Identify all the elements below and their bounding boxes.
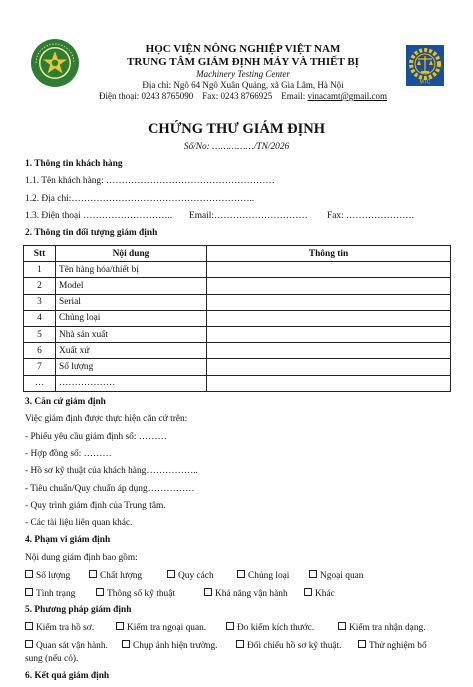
row-stt: 7 xyxy=(24,359,56,375)
row-info-cell[interactable] xyxy=(207,375,451,391)
table-row xyxy=(24,326,451,342)
scope-intro: Nội dung giám định bao gồm: xyxy=(25,553,138,563)
customer-email-field[interactable]: Email:………………………… xyxy=(189,211,308,221)
email-label: Email: xyxy=(281,91,306,101)
row-stt: 6 xyxy=(24,343,56,359)
academy-logo xyxy=(30,38,80,88)
method-option-label: Kiểm tra nhận dạng. xyxy=(349,623,426,633)
email-link[interactable]: vinacamt@gmail.com xyxy=(307,91,388,101)
basis-item[interactable]: - Phiếu yêu cầu giám định số: ……… xyxy=(25,432,167,442)
method-option-label: Kiểm tra ngoại quan. xyxy=(127,623,207,633)
col-header-content: Nội dung xyxy=(56,246,207,262)
section-3-heading: 3. Căn cứ giám định xyxy=(25,397,106,407)
method-option[interactable] xyxy=(116,622,206,633)
basis-item[interactable]: - Hợp đồng số: ……… xyxy=(25,449,112,459)
checkbox-icon[interactable] xyxy=(226,622,234,630)
checkbox-icon[interactable] xyxy=(89,570,97,578)
row-content: ……………… xyxy=(56,375,207,391)
checkbox-icon[interactable] xyxy=(25,640,33,648)
document-title: CHỨNG THƯ GIÁM ĐỊNH xyxy=(147,121,326,137)
customer-fax-field[interactable]: Fax: …………………. xyxy=(327,211,414,221)
scope-option-label: Ngoại quan xyxy=(320,571,364,581)
checkbox-icon[interactable] xyxy=(25,588,33,596)
row-info-cell[interactable] xyxy=(207,359,451,375)
scope-option-label: Tình trạng xyxy=(36,589,76,599)
row-content: Xuất xứ xyxy=(56,343,207,359)
method-option-label: Thử nghiệm bổ xyxy=(369,641,427,651)
row-stt: 2 xyxy=(24,278,56,294)
scope-option[interactable] xyxy=(204,588,288,599)
row-info-cell[interactable] xyxy=(207,262,451,278)
checkbox-icon[interactable] xyxy=(25,570,33,578)
center-name: TRUNG TÂM GIÁM ĐỊNH MÁY VÀ THIẾT BỊ xyxy=(127,56,359,68)
checkbox-icon[interactable] xyxy=(122,640,130,648)
method-option-label: Quan sát vận hành. xyxy=(36,641,108,651)
basis-intro: Việc giám định được thực hiện căn cứ trên: xyxy=(25,414,188,424)
row-content: Số lượng xyxy=(56,359,207,375)
method-option[interactable] xyxy=(25,640,108,651)
scope-option-label: Số lượng xyxy=(36,571,71,581)
row-info-cell[interactable] xyxy=(207,310,451,326)
scope-option-label: Khả năng vận hành xyxy=(215,589,288,599)
scope-option[interactable] xyxy=(96,588,175,599)
table-row xyxy=(24,375,451,391)
checkbox-icon[interactable] xyxy=(25,622,33,630)
object-info-table xyxy=(23,245,451,392)
scope-option[interactable] xyxy=(237,570,289,581)
basis-item: - Quy trình giám định của Trung tâm. xyxy=(25,501,166,511)
col-header-stt: Stt xyxy=(24,246,56,262)
method-option-continuation: sung (nếu có). xyxy=(25,654,79,664)
org-name: HỌC VIỆN NÔNG NGHIỆP VIỆT NAM xyxy=(145,43,341,55)
method-option[interactable] xyxy=(358,640,427,651)
method-option[interactable] xyxy=(236,640,342,651)
customer-name-field[interactable]: 1.1. Tên khách hàng: ……………………………………………… xyxy=(25,176,275,186)
scope-option[interactable] xyxy=(309,570,363,581)
method-option-label: Đối chiếu hồ sơ kỹ thuật. xyxy=(247,641,342,651)
scope-option-label: Khác xyxy=(315,589,335,599)
checkbox-icon[interactable] xyxy=(338,622,346,630)
checkbox-icon[interactable] xyxy=(167,570,175,578)
basis-item[interactable]: - Hồ sơ kỹ thuật của khách hàng…………….. xyxy=(25,466,198,476)
phone: Điện thoại: 0243 8765090 xyxy=(98,91,194,101)
checkbox-icon[interactable] xyxy=(304,588,312,596)
center-logo-text: MTC xyxy=(419,79,431,86)
table-header-row xyxy=(24,246,451,262)
row-content: Tên hàng hóa/thiết bị xyxy=(56,262,207,278)
row-stt: … xyxy=(24,375,56,391)
checkbox-icon[interactable] xyxy=(237,570,245,578)
table-row xyxy=(24,359,451,375)
checkbox-icon[interactable] xyxy=(309,570,317,578)
method-option[interactable] xyxy=(226,622,314,633)
table-row xyxy=(24,294,451,310)
checkbox-icon[interactable] xyxy=(236,640,244,648)
table-row xyxy=(24,343,451,359)
scope-option[interactable] xyxy=(89,570,142,581)
row-stt: 1 xyxy=(24,262,56,278)
customer-address-field[interactable]: 1.2. Địa chỉ:………………………………………………….. xyxy=(25,194,255,204)
address: Địa chỉ: Ngõ 64 Ngô Xuân Quảng, xã Gia Lâm, Hà Nội xyxy=(142,80,344,90)
section-4-heading: 4. Phạm vi giám định xyxy=(25,535,111,545)
section-5-heading: 5. Phương pháp giám định xyxy=(25,605,132,615)
method-option[interactable] xyxy=(122,640,218,651)
row-info-cell[interactable] xyxy=(207,294,451,310)
checkbox-icon[interactable] xyxy=(96,588,104,596)
method-option[interactable] xyxy=(338,622,426,633)
checkbox-icon[interactable] xyxy=(358,640,366,648)
scope-option-label: Chất lượng xyxy=(100,571,143,581)
section-6-heading: 6. Kết quả giám định xyxy=(25,671,110,681)
row-info-cell[interactable] xyxy=(207,278,451,294)
document-number: Số/No: ……………/TN/2026 xyxy=(183,142,290,152)
scope-option[interactable] xyxy=(304,588,335,599)
row-content: Nhà sản xuất xyxy=(56,326,207,342)
contact-line xyxy=(88,91,398,101)
checkbox-icon[interactable] xyxy=(116,622,124,630)
table-row xyxy=(24,278,451,294)
scope-option[interactable] xyxy=(25,570,70,581)
scope-option-label: Thông số kỹ thuật xyxy=(107,589,175,599)
row-stt: 4 xyxy=(24,310,56,326)
row-stt: 3 xyxy=(24,294,56,310)
row-content: Chủng loại xyxy=(56,310,207,326)
basis-item[interactable]: - Tiêu chuẩn/Quy chuẩn áp dụng…………… xyxy=(25,484,195,494)
section-1-heading: 1. Thông tin khách hàng xyxy=(25,159,123,169)
basis-item: - Các tài liệu liên quan khác. xyxy=(25,518,133,528)
scope-option[interactable] xyxy=(167,570,214,581)
section-2-heading: 2. Thông tin đối tượng giám định xyxy=(25,228,158,238)
fax: Fax: 0243 8766925 xyxy=(202,91,273,101)
scope-option-label: Quy cách xyxy=(178,571,214,581)
method-option[interactable] xyxy=(25,622,94,633)
row-content: Serial xyxy=(56,294,207,310)
scope-option[interactable] xyxy=(25,588,75,599)
table-row xyxy=(24,310,451,326)
method-option-label: Kiểm tra hồ sơ. xyxy=(36,623,95,633)
row-info-cell[interactable] xyxy=(207,326,451,342)
row-content: Model xyxy=(56,278,207,294)
center-name-en: Machinery Testing Center xyxy=(196,69,290,79)
method-option-label: Chụp ảnh hiện trường. xyxy=(133,641,218,651)
checkbox-icon[interactable] xyxy=(204,588,212,596)
scope-option-label: Chủng loại xyxy=(248,571,290,581)
table-row xyxy=(24,262,451,278)
col-header-info: Thông tin xyxy=(207,246,451,262)
center-logo xyxy=(406,45,444,86)
customer-phone-field[interactable]: 1.3. Điện thoại ……………………….. xyxy=(25,211,173,221)
row-stt: 5 xyxy=(24,326,56,342)
method-option-label: Đo kiểm kích thước. xyxy=(237,623,315,633)
row-info-cell[interactable] xyxy=(207,343,451,359)
